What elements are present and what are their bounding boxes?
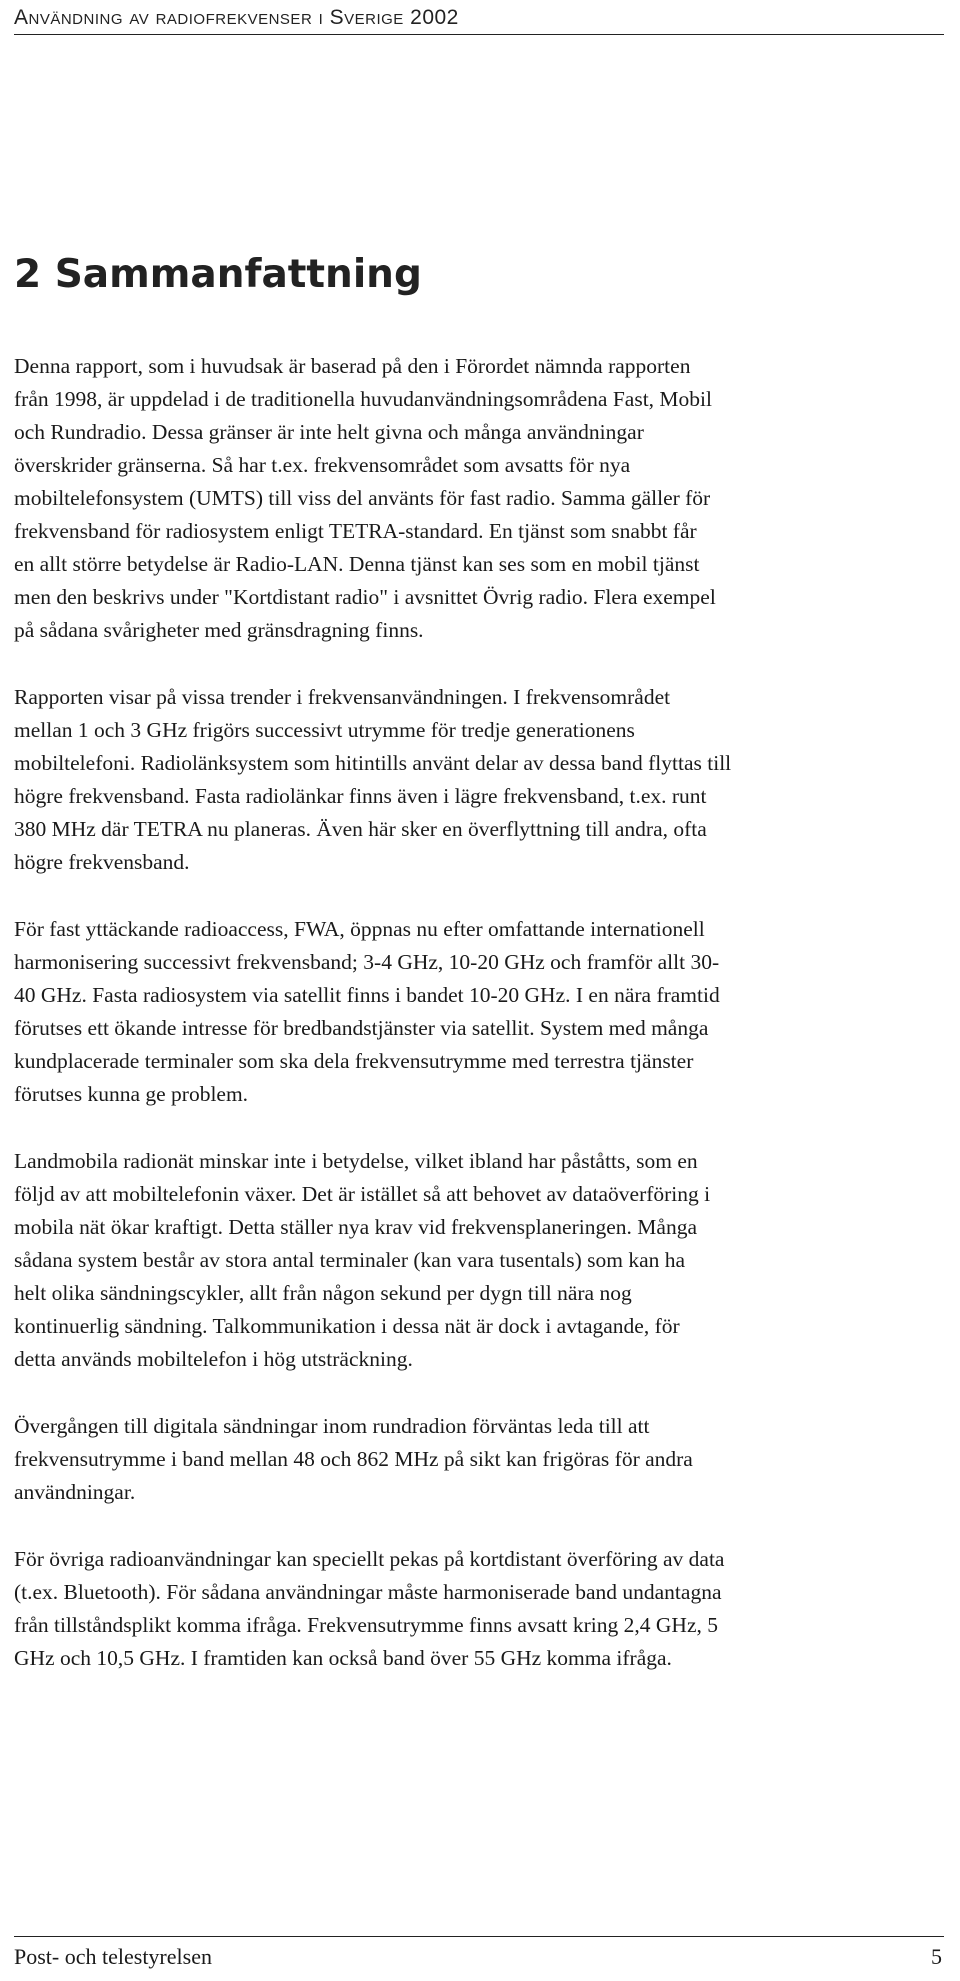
paragraph-line: Landmobila radionät minskar inte i betydelse, vilket ibland har påståtts, som en bbox=[14, 1149, 698, 1173]
paragraph-line: och Rundradio. Dessa gränser är inte helt givna och många användningar bbox=[14, 420, 644, 444]
paragraph-line: För övriga radioanvändningar kan speciellt pekas på kortdistant överföring av data bbox=[14, 1547, 725, 1571]
paragraph-line: från tillståndsplikt komma ifråga. Frekvensutrymme finns avsatt kring 2,4 GHz, 5 bbox=[14, 1613, 718, 1637]
paragraph-line: 40 GHz. Fasta radiosystem via satellit finns i bandet 10-20 GHz. I en nära framtid bbox=[14, 983, 720, 1007]
paragraph-line: förutses ett ökande intresse för bredbandstjänster via satellit. System med många bbox=[14, 1016, 709, 1040]
paragraph-line: en allt större betydelse är Radio-LAN. Denna tjänst kan ses som en mobil tjänst bbox=[14, 552, 700, 576]
paragraph-line: mobila nät ökar kraftigt. Detta ställer nya krav vid frekvensplaneringen. Många bbox=[14, 1215, 697, 1239]
paragraph-line: högre frekvensband. Fasta radiolänkar finns även i lägre frekvensband, t.ex. runt bbox=[14, 784, 707, 808]
paragraph-line: (t.ex. Bluetooth). För sådana användningar måste harmoniserade band undantagna bbox=[14, 1580, 722, 1604]
paragraph-line: från 1998, är uppdelad i de traditionella huvudanvändningsområdena Fast, Mobil bbox=[14, 387, 712, 411]
page-number: 5 bbox=[931, 1944, 942, 1969]
section-title: 2 Sammanfattning bbox=[14, 252, 422, 297]
paragraph-line: harmonisering successivt frekvensband; 3-4 GHz, 10-20 GHz och framför allt 30- bbox=[14, 950, 720, 974]
footer-publisher: Post- och telestyrelsen bbox=[14, 1944, 212, 1969]
paragraph-line: Denna rapport, som i huvudsak är baserad på den i Förordet nämnda rapporten bbox=[14, 354, 691, 378]
paragraph-line: frekvensutrymme i band mellan 48 och 862 MHz på sikt kan frigöras för andra bbox=[14, 1447, 693, 1471]
paragraph-line: men den beskrivs under "Kortdistant radio" i avsnittet Övrig radio. Flera exempel bbox=[14, 585, 716, 609]
paragraph-line: sådana system består av stora antal terminaler (kan vara tusentals) som kan ha bbox=[14, 1248, 686, 1272]
page-header bbox=[14, 2, 944, 35]
body-text bbox=[14, 350, 946, 1709]
paragraph-line: kontinuerlig sändning. Talkommunikation i dessa nät är dock i avtagande, för bbox=[14, 1314, 680, 1338]
paragraph-line: högre frekvensband. bbox=[14, 850, 190, 874]
paragraph-line: mobiltelefonsystem (UMTS) till viss del använts för fast radio. Samma gäller för bbox=[14, 486, 711, 510]
paragraph-line: mellan 1 och 3 GHz frigörs successivt utrymme för tredje generationens bbox=[14, 718, 635, 742]
paragraph bbox=[14, 350, 946, 647]
paragraph bbox=[14, 1145, 946, 1376]
paragraph-line: följd av att mobiltelefonin växer. Det är istället så att behovet av dataöverföring i bbox=[14, 1182, 711, 1206]
paragraph-line: användningar. bbox=[14, 1480, 136, 1504]
paragraph bbox=[14, 681, 946, 879]
running-header-title: Användning av radiofrekvenser i Sverige 2002 bbox=[14, 6, 459, 29]
paragraph-line: förutses kunna ge problem. bbox=[14, 1082, 249, 1106]
paragraph bbox=[14, 1410, 946, 1509]
paragraph-line: GHz och 10,5 GHz. I framtiden kan också band över 55 GHz komma ifråga. bbox=[14, 1646, 672, 1670]
paragraph-line: För fast yttäckande radioaccess, FWA, öppnas nu efter omfattande internationell bbox=[14, 917, 705, 941]
paragraph-line: Övergången till digitala sändningar inom rundradion förväntas leda till att bbox=[14, 1414, 650, 1438]
paragraph-line: på sådana svårigheter med gränsdragning finns. bbox=[14, 618, 424, 642]
paragraph bbox=[14, 1543, 946, 1675]
paragraph-line: detta används mobiltelefon i hög utsträckning. bbox=[14, 1347, 413, 1371]
paragraph-line: Rapporten visar på vissa trender i frekvensanvändningen. I frekvensområdet bbox=[14, 685, 671, 709]
paragraph-line: överskrider gränserna. Så har t.ex. frekvensområdet som avsatts för nya bbox=[14, 453, 631, 477]
footer-rule bbox=[14, 1936, 944, 1937]
paragraph bbox=[14, 913, 946, 1111]
paragraph-line: 380 MHz där TETRA nu planeras. Även här sker en överflyttning till andra, ofta bbox=[14, 817, 707, 841]
paragraph-line: kundplacerade terminaler som ska dela frekvensutrymme med terrestra tjänster bbox=[14, 1049, 694, 1073]
paragraph-line: helt olika sändningscykler, allt från någon sekund per dygn till nära nog bbox=[14, 1281, 632, 1305]
paragraph-line: frekvensband för radiosystem enligt TETRA-standard. En tjänst som snabbt får bbox=[14, 519, 697, 543]
paragraph-line: mobiltelefoni. Radiolänksystem som hitintills använt delar av dessa band flyttas till bbox=[14, 751, 732, 775]
